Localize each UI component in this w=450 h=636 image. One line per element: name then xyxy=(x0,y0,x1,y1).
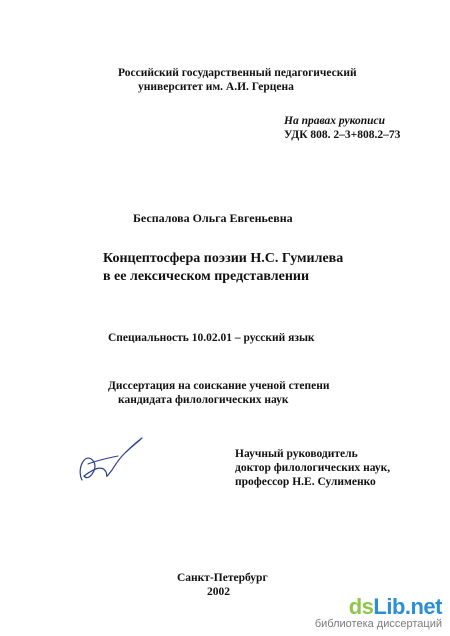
dissertation-type-line-1: Диссертация на соискание ученой степени xyxy=(108,380,330,392)
udk-code: УДК 808. 2–3+808.2–73 xyxy=(284,129,401,141)
dslib-subtitle: библиотека диссертаций xyxy=(314,618,442,630)
dslib-watermark xyxy=(315,596,442,630)
author-name: Беспалова Ольга Евгеньевна xyxy=(133,211,293,225)
supervisor-label: Научный руководитель xyxy=(235,448,358,460)
university-line-2: университет им. А.И. Герцена xyxy=(138,81,294,93)
supervisor-name: профессор Н.Е. Сулименко xyxy=(235,476,376,488)
dissertation-type-line-2: кандидата филологических наук xyxy=(118,394,289,406)
city: Санкт-Петербург xyxy=(177,572,268,584)
supervisor-degree: доктор филологических наук, xyxy=(235,462,391,474)
handwritten-signature xyxy=(68,420,148,500)
specialty: Специальность 10.02.01 – русский язык xyxy=(108,332,315,344)
dissertation-title-line-2: в ее лексическом представлении xyxy=(103,269,310,284)
year: 2002 xyxy=(207,586,230,598)
rights-label: На правах рукописи xyxy=(284,115,386,127)
dissertation-title-line-1: Концептосфера поэзии Н.С. Гумилева xyxy=(103,251,344,266)
dslib-logo: dsLib.net xyxy=(348,594,442,619)
university-line-1: Российский государственный педагогический xyxy=(118,67,357,79)
